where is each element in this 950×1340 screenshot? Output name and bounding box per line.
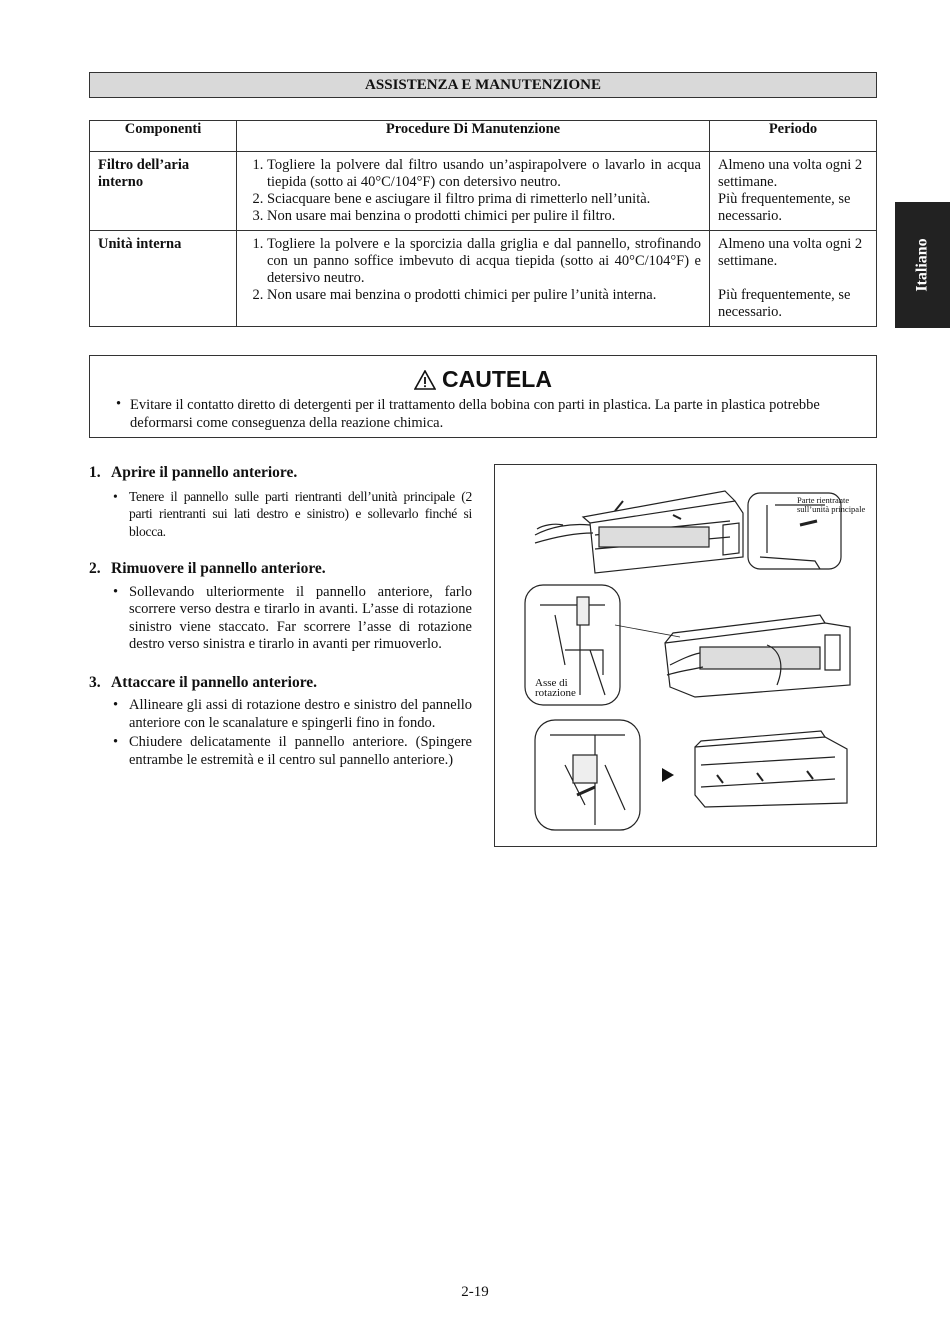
caution-heading — [90, 366, 876, 392]
air-conditioner-drawing — [495, 465, 876, 846]
step-title-text: Attaccare il pannello anteriore. — [111, 673, 318, 691]
axis-label: Asse di — [535, 677, 568, 689]
step-bullet: • Tenere il pannello sulle parti rientranti dell’unità principale (2 parti rientranti sui lati destro e sinistro) e sollevarlo finché si blocca. — [111, 488, 472, 541]
step-3 — [89, 674, 472, 770]
step-number: 1. — [89, 464, 101, 481]
step-title-text: Aprire il pannello anteriore. — [111, 464, 298, 481]
step-number: 2. — [89, 560, 101, 577]
procedure-item: 1. Togliere la polvere dal filtro usando un’aspirapolvere o lavarlo in acqua tiepida (sotto ai 40°C/104°F) con detersivo neutro. — [267, 157, 701, 191]
step-1 — [89, 464, 472, 540]
axis-label: rotazione — [535, 687, 576, 699]
period-cell — [710, 231, 877, 327]
step-title-text: Rimuovere il pannello anteriore. — [111, 560, 326, 577]
language-tab — [895, 202, 950, 328]
column-header-procedures: Procedure Di Manutenzione — [237, 121, 710, 152]
period-text: Più frequentemente, se necessario. — [718, 287, 851, 320]
step-2 — [89, 560, 472, 654]
steps-section — [89, 464, 472, 789]
procedure-item: 3. Non usare mai benzina o prodotti chimici per pulire il filtro. — [267, 208, 701, 225]
language-tab-label: Italiano — [913, 238, 931, 292]
step-title — [89, 560, 472, 578]
component-cell: Filtro dell’aria interno — [90, 152, 237, 231]
column-header-period: Periodo — [710, 121, 877, 152]
maintenance-table — [89, 120, 877, 327]
procedure-cell — [237, 231, 710, 327]
table-header-row — [90, 121, 877, 152]
section-title: ASSISTENZA E MANUTENZIONE — [89, 72, 877, 98]
procedure-item: 2. Sciacquare bene e asciugare il filtro prima di rimetterlo nell’unità. — [267, 191, 701, 208]
step-title — [89, 464, 472, 482]
caution-title: CAUTELA — [442, 366, 552, 392]
step-bullet: • Chiudere delicatamente il pannello anteriore. (Spingere entrambe le estremità e il centro sul pannello anteriore.) — [111, 734, 472, 769]
warning-icon — [414, 370, 436, 390]
period-text: Più frequentemente, se necessario. — [718, 191, 851, 224]
caution-text: Evitare il contatto diretto di detergenti per il trattamento della bobina con parti in plastica. La parte in plastica potrebbe deformarsi come conseguenza della reazione chimica. — [130, 397, 820, 431]
page-number: 2-19 — [461, 1284, 489, 1300]
component-cell: Unità interna — [90, 231, 237, 327]
next-step-arrow-icon — [662, 768, 674, 782]
callout-label: sull’unità principale — [797, 504, 866, 514]
period-cell — [710, 152, 877, 231]
procedure-item: 1. Togliere la polvere e la sporcizia dalla griglia e dal pannello, strofinando con un panno soffice imbevuto di acqua tiepida (sotto ai 40°C/104°F) e detersivo neutro. — [267, 236, 701, 287]
period-text: Almeno una volta ogni 2 settimane. — [718, 236, 863, 269]
procedure-cell — [237, 152, 710, 231]
callout-label: Parte rientrante — [797, 495, 850, 505]
procedure-item: 2. Non usare mai benzina o prodotti chimici per pulire l’unità interna. — [267, 287, 701, 304]
period-text: Almeno una volta ogni 2 settimane. — [718, 157, 863, 190]
step-title — [89, 674, 472, 692]
step-number: 3. — [89, 673, 101, 691]
step-bullet: • Allineare gli assi di rotazione destro e sinistro del pannello anteriore con le scanalature e spingerli fino in fondo. — [111, 697, 472, 732]
table-row — [90, 231, 877, 327]
step-bullet: • Sollevando ulteriormente il pannello anteriore, farlo scorrere verso destra e tirarlo in avanti. L’asse di rotazione sinistro viene staccato. Far scorrere l’asse di rotazione destro verso sinistra e tirarlo in avanti per rimuoverlo. — [111, 584, 472, 654]
bullet-icon: • — [116, 396, 122, 412]
table-row — [90, 152, 877, 231]
panel-illustration — [494, 464, 877, 847]
caution-box — [89, 355, 877, 438]
column-header-components: Componenti — [90, 121, 237, 152]
